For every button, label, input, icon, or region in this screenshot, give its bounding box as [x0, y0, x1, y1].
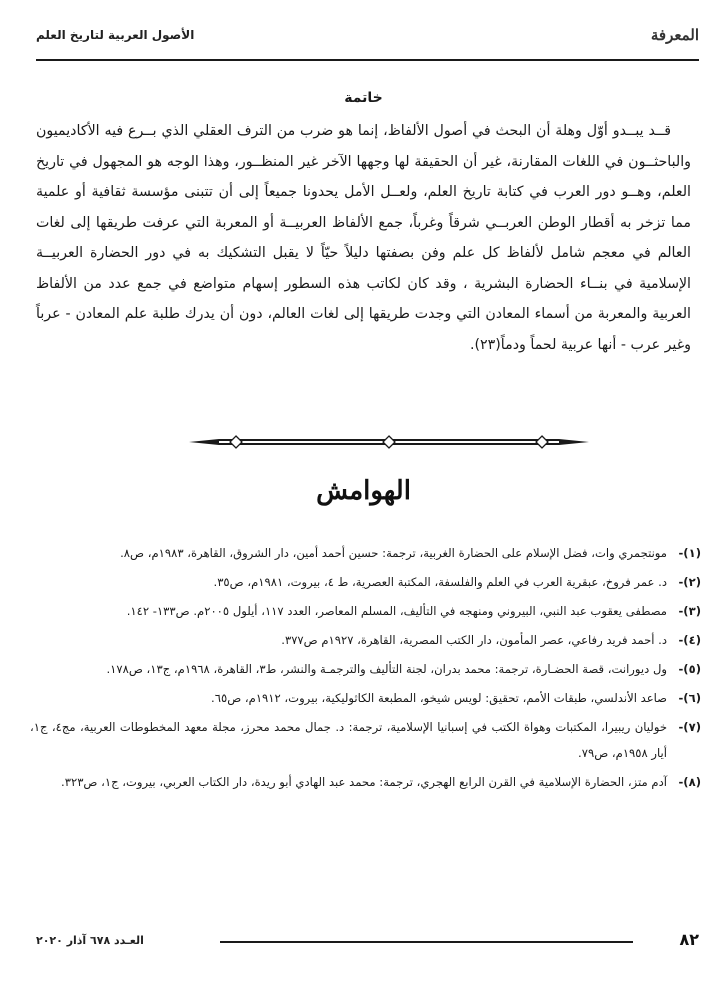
notes-heading: الهوامش [316, 476, 411, 506]
footnote-text: د. أحمد فريد رفاعي، عصر المأمون، دار الكتب المصرية، القاهرة، ١٩٢٧م ص٣٧٧. [281, 633, 667, 647]
footnote-text: مصطفى يعقوب عبد النبي، البيروني ومنهجه في التأليف، المسلم المعاصر، العدد ١١٧، أيلول ٢٠٠٥م. ص١٣٣- ١٤٢. [126, 604, 667, 618]
footnote-number: (٣)- [678, 604, 701, 618]
footnote-text: خوليان ريبيرا، المكتبات وهواة الكتب في إسبانيا الإسلامية، ترجمة: د. جمال محمد محرز، مجلة معهد المخطوطات العربية، مج٤، ج١، أيار ١٩٥٨م، ص٧٩. [30, 720, 667, 760]
footnote [30, 714, 701, 766]
footnote [30, 769, 701, 795]
conclusion-paragraph: قــد يبــدو أوّل وهلة أن البحث في أصول الألفاظ، إنما هو ضرب من الترف العقلي الذي بــرع فيه الأكاديميون والباحثــون في اللغات المقارنة، غير أن الحقيقة لها وجهها الآخر غير المنظــور، وهذا الوجه هو المجهول في تاريخ العلم، وهــو دور العرب في كتابة تاريخ العلم، ولعــل الأمل يحدونا جميعاً إلى أن تتبنى مؤسسة ثقافية أو علمية مما تزخر به أقطار الوطن العربــي شرقاً وغرباً، جمع الألفاظ العربيــة أو المعربة التي عرفت طريقها إلى لغات العالم في معجم شامل لألفاظ كل علم وفن بصفتها دليلاً حيّاً لا يقبل التشكيك به في دور الحضارة العربيــة الإسلامية في بنــاء الحضارة البشرية ، وقد كان لكاتب هذه السطور إسهام متواضع في جمع عدد من الألفاظ العربية والمعربة من أسماء المعادن التي وجدت طريقها إلى لغات العالم، دون أن يدرك طلبة علم المعادن - عرباً وغير عرب - أنها عربية لحماً ودماً(٢٣). [36, 123, 691, 353]
footnote [30, 685, 701, 711]
page-number: ٨٢ [679, 930, 699, 949]
footnote [30, 598, 701, 624]
footnote [30, 569, 701, 595]
footnote-number: (٨)- [678, 775, 701, 789]
issue-label: العـدد ٦٧٨ آذار ٢٠٢٠ [36, 934, 144, 947]
footnote-text: ول ديورانت، قصة الحضـارة، ترجمة: محمد بدران، لجنة التأليف والترجمـة والنشر، ط٣، القاهرة، ١٩٦٨م، ج١٣، ص١٧٨. [106, 662, 667, 676]
footnote-number: (١)- [678, 546, 701, 560]
header-rule [36, 59, 699, 61]
footnote [30, 656, 701, 682]
footnote-number: (٢)- [678, 575, 701, 589]
footnote [30, 540, 701, 566]
footnote-number: (٦)- [678, 691, 701, 705]
footnote-text: صاعد الأندلسي، طبقات الأمم، تحقيق: لويس شيخو، المطبعة الكاثوليكية، بيروت، ١٩١٢م، ص٦٥. [211, 691, 667, 705]
footnote-text: مونتجمري وات، فضل الإسلام على الحضارة الغربية، ترجمة: حسين أحمد أمين، دار الشروق، القاهرة، ١٩٨٣م، ص٨. [120, 546, 667, 560]
footnote-number: (٧)- [678, 720, 701, 734]
footnote [30, 627, 701, 653]
page-footer [36, 930, 699, 952]
conclusion-title: خاتمة [344, 90, 383, 106]
footnote-text: د. عمر فروخ، عبقرية العرب في العلم والفلسفة، المكتبة العصرية، ط ٤، بيروت، ١٩٨١م، ص٣٥. [213, 575, 667, 589]
running-header [36, 26, 699, 54]
footnote-number: (٤)- [678, 633, 701, 647]
footer-rule [220, 941, 633, 943]
footnote-number: (٥)- [678, 662, 701, 676]
footnotes-list [30, 540, 701, 798]
footnote-text: آدم متز، الحضارة الإسلامية في القرن الرابع الهجري، ترجمة: محمد عبد الهادي أبو ريدة، دار الكتاب العربي، بيروت، ج١، ص٣٢٣. [61, 775, 667, 789]
section-divider-ornament [189, 434, 589, 450]
running-title: الأصول العربية لتاريخ العلم [36, 28, 195, 42]
magazine-masthead: المعرفة [650, 26, 699, 44]
